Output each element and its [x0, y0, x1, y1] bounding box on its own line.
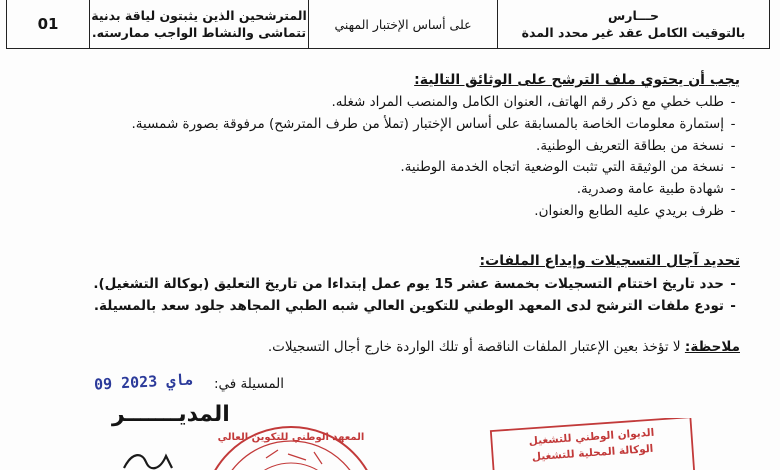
- row-number: 01: [37, 14, 59, 33]
- dash-bullet: -: [730, 202, 736, 219]
- job-table-row: [6, 0, 770, 49]
- deadlines-title: تحديد آجال التسجيلات وإيداع الملفات:: [479, 253, 740, 269]
- documents-list: [132, 92, 743, 223]
- dash-bullet: -: [730, 115, 736, 132]
- dash-bullet: -: [730, 159, 736, 176]
- employment-agency-stamp-icon: [488, 418, 698, 470]
- deadlines-list: [93, 274, 742, 318]
- documents-title: يجب أن يحتوي ملف الترشح على الوثائق التالية:: [414, 72, 740, 88]
- list-item: [132, 157, 743, 179]
- list-item-text: نسخة من الوثيقة التي تثبت الوضعية اتجاه الخدمة الوطنية.: [400, 159, 724, 176]
- dash-bullet: -: [730, 137, 736, 154]
- note-line: [268, 339, 740, 355]
- note-label: ملاحظة:: [684, 339, 740, 355]
- list-item: [132, 114, 743, 136]
- list-item: [132, 179, 743, 201]
- list-item: [93, 274, 742, 296]
- stamp-line-1: الديوان الوطني للتشغيل: [528, 426, 655, 448]
- job-cell: [497, 0, 769, 48]
- conditions-cell: [89, 0, 308, 48]
- list-item-text: حدد تاريخ اختتام التسجيلات بخمسة عشر 15 يوم عمل إبتداءا من تاريخ التعليق (بوكالة التشغيل).: [93, 276, 724, 292]
- director-title: المديـــــــر: [112, 402, 230, 427]
- stamp-text: المعهد الوطني للتكوين العالي: [217, 432, 365, 443]
- stamp-line-2: الوكالة المحلية للتشغيل: [531, 442, 654, 464]
- list-item: [132, 92, 743, 114]
- dash-bullet: -: [730, 276, 736, 292]
- dash-bullet: -: [730, 181, 736, 198]
- list-item-text: طلب خطي مع ذكر رقم الهاتف، العنوان الكامل والمنصب المراد شغله.: [331, 94, 724, 110]
- job-title: حـــارس: [608, 8, 659, 23]
- city-date-label: المسيلة في:: [214, 376, 285, 392]
- signature-scribble-icon: [120, 448, 180, 470]
- list-item-text: ظرف بريدي عليه الطابع والعنوان.: [534, 202, 724, 219]
- job-contract: بالتوقيت الكامل عقد غير محدد المدة: [521, 25, 746, 40]
- dash-bullet: -: [730, 297, 736, 314]
- conditions-line-2: تتماشى والنشاط الواجب ممارسته.: [91, 25, 307, 40]
- list-item: [132, 201, 743, 223]
- dash-bullet: -: [730, 94, 736, 110]
- date-stamp: 09 ماي 2023: [93, 370, 194, 394]
- list-item-text: نسخة من بطاقة التعريف الوطنية.: [536, 137, 724, 154]
- institute-round-stamp-icon: [196, 420, 386, 470]
- list-item: [93, 296, 742, 318]
- conditions-line-1: المترشحين الذين يثبتون لياقة بدنية: [91, 8, 307, 23]
- list-item: [132, 136, 743, 158]
- list-item-text: إستمارة معلومات الخاصة بالمسابقة على أساس الإختبار (تملأ من طرف المترشح) مرفوقة بصورة شمسية.: [131, 115, 724, 132]
- note-text: لا تؤخذ بعين الإعتبار الملفات الناقصة أو تلك الواردة خارج أجال التسجيلات.: [267, 339, 681, 355]
- basis-cell: على أساس الإختبار المهني: [308, 0, 497, 48]
- list-item-text: شهادة طبية عامة وصدرية.: [576, 181, 724, 198]
- list-item-text: تودع ملفات الترشح لدى المعهد الوطني للتكوين العالي شبه الطبي المجاهد جلود سعد بالمسيلة.: [93, 297, 724, 314]
